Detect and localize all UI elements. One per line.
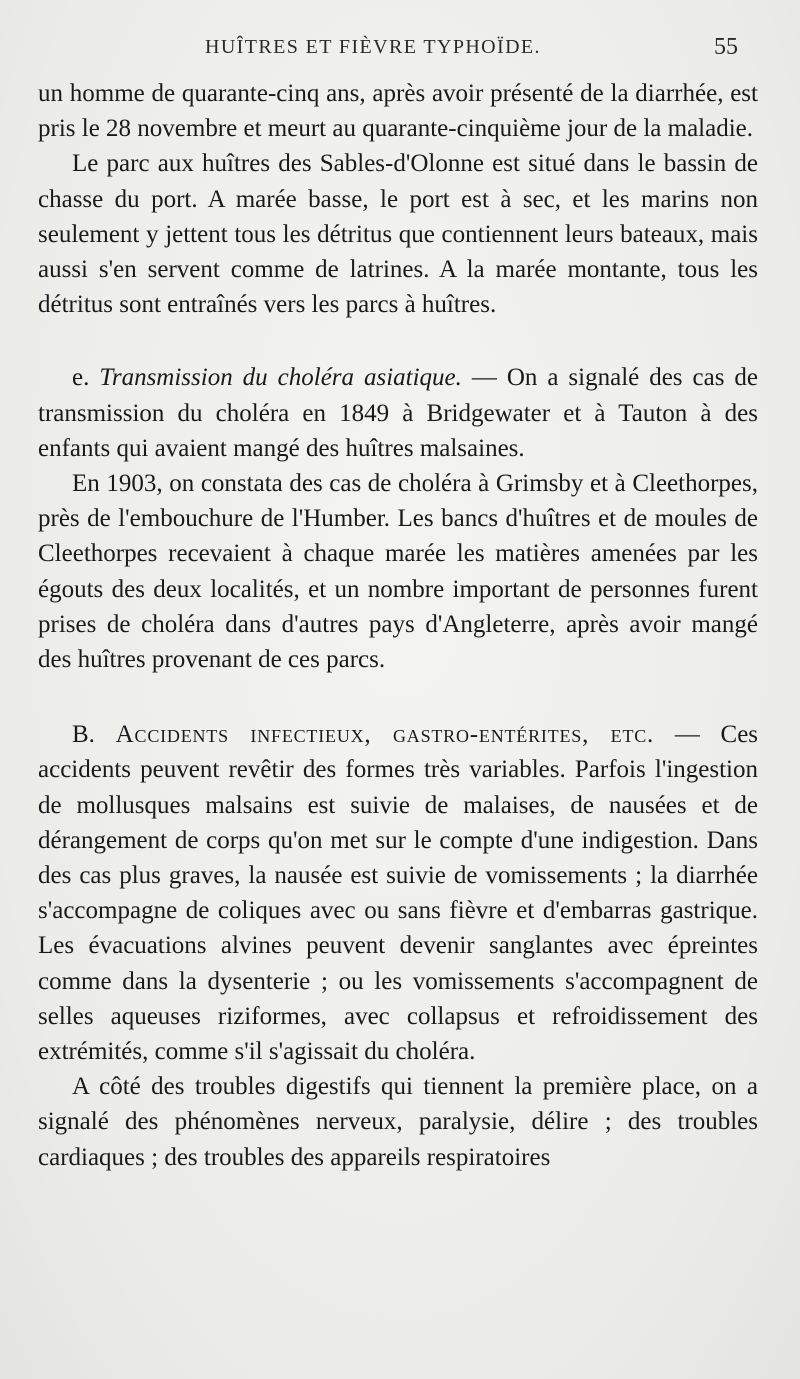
page-number: 55 — [714, 34, 738, 60]
running-title: HUÎTRES ET FIÈVRE TYPHOÏDE. — [205, 36, 541, 58]
section-e-title: Transmission du choléra asiatique. — [99, 364, 462, 392]
section-b-paragraph — [38, 717, 758, 1069]
running-header — [0, 34, 800, 64]
paragraph-continuation: un homme de quarante-cinq ans, après avoir présenté de la diarrhée, est pris le 28 novembre et meurt au quarante-cinquième jour de la maladie. — [38, 80, 758, 143]
paragraph-troubles: A côté des troubles digestifs qui tiennent la première place, on a signalé des phénomènes nerveux, paralysie, délire ; des troubles cardiaques ; des troubles des appareils respiratoires — [38, 1073, 758, 1171]
section-b-text: — Ces accidents peuvent revêtir des formes très variables. Parfois l'ingestion de mollusques malsains est suivie de malaises, de nausées et de dérangement de corps qu'on met sur le compte d'une indigestion. Dans des cas plus graves, la nausée est suivie de vomissements ; la diarrhée s'accompagne de coliques avec ou sans fièvre et d'embarras gastrique. Les évacuations alvines peuvent devenir sanglantes avec épreintes comme dans la dysenterie ; ou les vomissements s'accompagnent de selles aqueuses riziformes, avec collapsus et refroidissement des extrémités, comme s'il s'agissait du choléra. — [38, 721, 759, 1066]
paragraph-grimsby: En 1903, on constata des cas de choléra à Grimsby et à Cleethorpes, près de l'embouchure de l'Humber. Les bancs d'huîtres et de moules de Cleethorpes recevaient à chaque marée les matières amenées par les égouts des deux localités, et un nombre important de personnes furent prises de choléra dans d'autres pays d'Angleterre, après avoir mangé des huîtres provenant de ces parcs. — [38, 470, 758, 674]
section-e-paragraph — [38, 360, 758, 466]
section-b-title: Accidents infectieux, gastro-entérites, etc. — [115, 721, 655, 749]
paragraph-sables-dolonne: Le parc aux huîtres des Sables-d'Olonne est situé dans le bassin de chasse du port. A marée basse, le port est à sec, et les marins non seulement y jettent tous les détritus que contiennent leurs bateaux, mais aussi s'en servent comme de latrines. A la marée montante, tous les détritus sont entraînés vers les parcs à huîtres. — [38, 150, 758, 319]
section-e-letter: e. — [72, 364, 90, 392]
section-e-text: — On a signalé des cas de transmission du choléra en 1849 à Bridgewater et à Tauton à des enfants qui avaient mangé des huîtres malsaines. — [38, 364, 758, 462]
section-b-letter: B. — [72, 721, 95, 749]
body-text — [38, 76, 758, 1175]
